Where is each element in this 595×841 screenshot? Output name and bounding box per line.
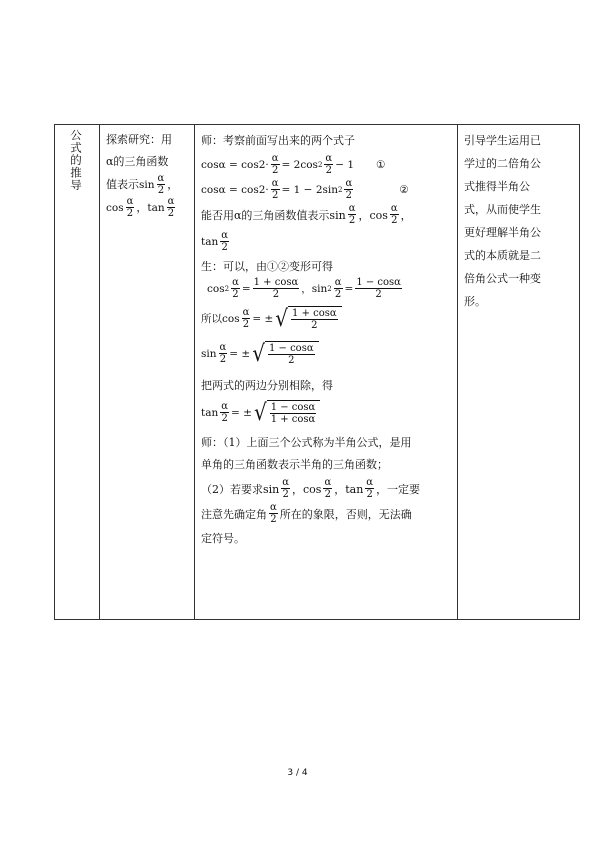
sqrt-symbol: √ $\frac{1 + \cos\alpha}{2}$ (275, 306, 341, 331)
tan-half: tan $\frac{\alpha}{2}$ (201, 230, 229, 253)
lesson-table (54, 124, 580, 620)
activity-line4: cos $\frac{\alpha}{2}$ ， tan $\frac{\alpha}{2}$ (106, 196, 175, 219)
sin-half-formula: sin $\frac{\alpha}{2}$ = ± √ $\frac{1 - \cos\alpha}{2}$ (201, 341, 451, 366)
sqrt-symbol: √ $\frac{1 - \cos\alpha}{2}$ (252, 341, 318, 366)
sqrt-symbol: √ $\frac{1 - \cos\alpha}{1 + \cos\alpha}$ (254, 400, 320, 425)
intent-line: 形。 (464, 295, 486, 308)
teacher-summary-1: 师：（1）上面三个公式称为半角公式，是用 (201, 436, 412, 449)
activity-line3: 值表示 sin $\frac{\alpha}{2}$ ， (106, 173, 179, 196)
teacher-intro: 师：考察前面写出来的两个式子 (201, 134, 355, 147)
equation-2: cosα = cos2· $\frac{\alpha}{2}$ = 1 − 2sin 2 $\frac{\alpha}{2}$ ② (201, 178, 409, 201)
stage-cell (55, 125, 100, 620)
marker-2: ② (399, 183, 409, 196)
activity-line1: 探索研究：用 (106, 133, 172, 146)
stage-label: 公式的推导 (69, 129, 83, 192)
page-number: 3 / 4 (287, 768, 308, 778)
question-line: 能否用α的三角函数值表示sin $\frac{\alpha}{2}$ ，cos $\frac{\alpha}{2}$ ， (201, 203, 412, 226)
half-alpha-fraction: $\frac{\alpha}{2}$ (126, 196, 134, 219)
half-alpha-fraction: $\frac{\alpha}{2}$ (167, 196, 175, 219)
intent-line: 更好理解半角公 (464, 226, 541, 239)
table-row (55, 125, 580, 620)
intent-line: 式推得半角公 (464, 180, 530, 193)
process-cell (195, 125, 458, 620)
tan-half-formula: tan $\frac{\alpha}{2}$ = ± √ $\frac{1 - \cos\alpha}{1 + \cos\alpha}$ (201, 400, 451, 425)
cos-half-formula: 所以cos $\frac{\alpha}{2}$ = ± √ $\frac{1 + \cos\alpha}{2}$ (201, 306, 451, 331)
half-alpha-fraction: $\frac{\alpha}{2}$ (157, 173, 165, 196)
intent-line: 式，从而使学生 (464, 203, 541, 216)
intent-cell (458, 125, 580, 620)
intent-line: 式的本质就是二 (464, 249, 541, 262)
marker-1: ① (376, 158, 386, 171)
divide-text: 把两式的两边分别相除，得 (201, 379, 333, 392)
equation-1: cosα = cos2· $\frac{\alpha}{2}$ = 2cos 2 $\frac{\alpha}{2}$ − 1 ① (201, 153, 386, 176)
activity-line2: α的三角函数 (106, 155, 169, 168)
teacher-summary-2: 单角的三角函数表示半角的三角函数； (201, 458, 388, 471)
squared-formulas: cos 2 $\frac{\alpha}{2}$ = $\frac{1 + \cos\alpha}{2}$ ，sin 2 $\frac{\alpha}{2}$ = $\frac{1 - \cos\alpha}{2}$ (207, 277, 401, 300)
note-line-2: 注意先确定角 $\frac{\alpha}{2}$ 所在的象限，否则，无法确 (201, 502, 412, 525)
note-line-1: （2）若要求sin $\frac{\alpha}{2}$ ，cos $\frac{\alpha}{2}$ ，tan $\frac{\alpha}{2}$ ，一定要 (201, 477, 421, 500)
note-line-3: 定符号。 (201, 532, 245, 545)
intent-line: 引导学生运用已 (464, 134, 541, 147)
intent-line: 倍角公式一种变 (464, 272, 541, 285)
activity-cell (100, 125, 195, 620)
intent-line: 学过的二倍角公 (464, 157, 541, 170)
student-reply: 生：可以，由①②变形可得 (201, 260, 333, 273)
